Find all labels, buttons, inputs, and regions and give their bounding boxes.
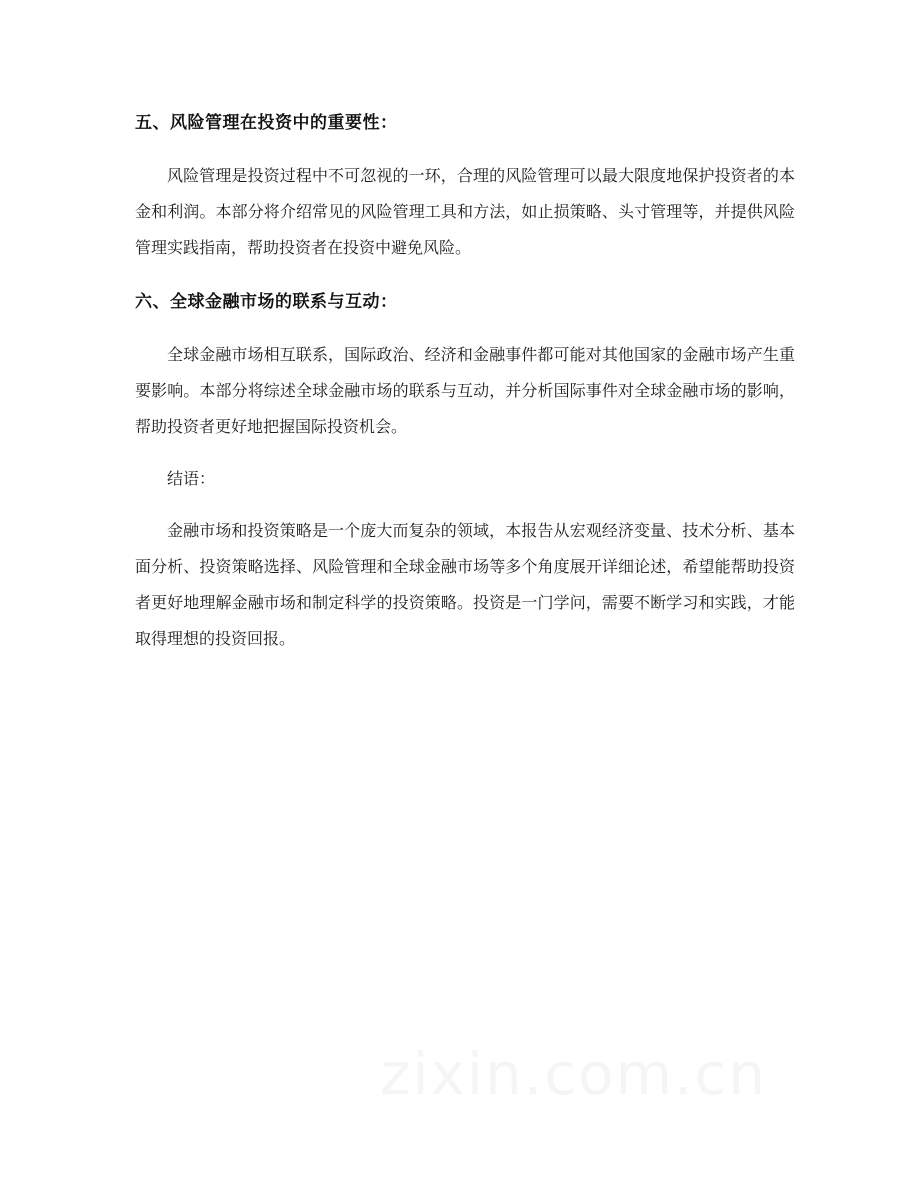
watermark	[380, 1040, 767, 1108]
section-6-paragraph: 全球金融市场相互联系，国际政治、经济和金融事件都可能对其他国家的金融市场产生重要影响。本部分将综述全球金融市场的联系与互动，并分析国际事件对全球金融市场的影响，帮助投资者更好地把握国际投资机会。	[135, 345, 795, 436]
document-body	[135, 108, 795, 657]
section-5-paragraph: 风险管理是投资过程中不可忽视的一环，合理的风险管理可以最大限度地保护投资者的本金和利润。本部分将介绍常见的风险管理工具和方法，如止损策略、头寸管理等，并提供风险管理实践指南，帮助投资者在投资中避免风险。	[135, 166, 795, 257]
conclusion-label: 结语：	[167, 469, 216, 488]
section-6-heading: 六、全球金融市场的联系与互动：	[135, 292, 398, 312]
conclusion-paragraph: 金融市场和投资策略是一个庞大而复杂的领域，本报告从宏观经济变量、技术分析、基本面分析、投资策略选择、风险管理和全球金融市场等多个角度展开详细论述，希望能帮助投资者更好地理解金融市场和制定科学的投资策略。投资是一门学问，需要不断学习和实践，才能取得理想的投资回报。	[135, 521, 795, 648]
section-5-heading: 五、风险管理在投资中的重要性：	[135, 113, 398, 133]
